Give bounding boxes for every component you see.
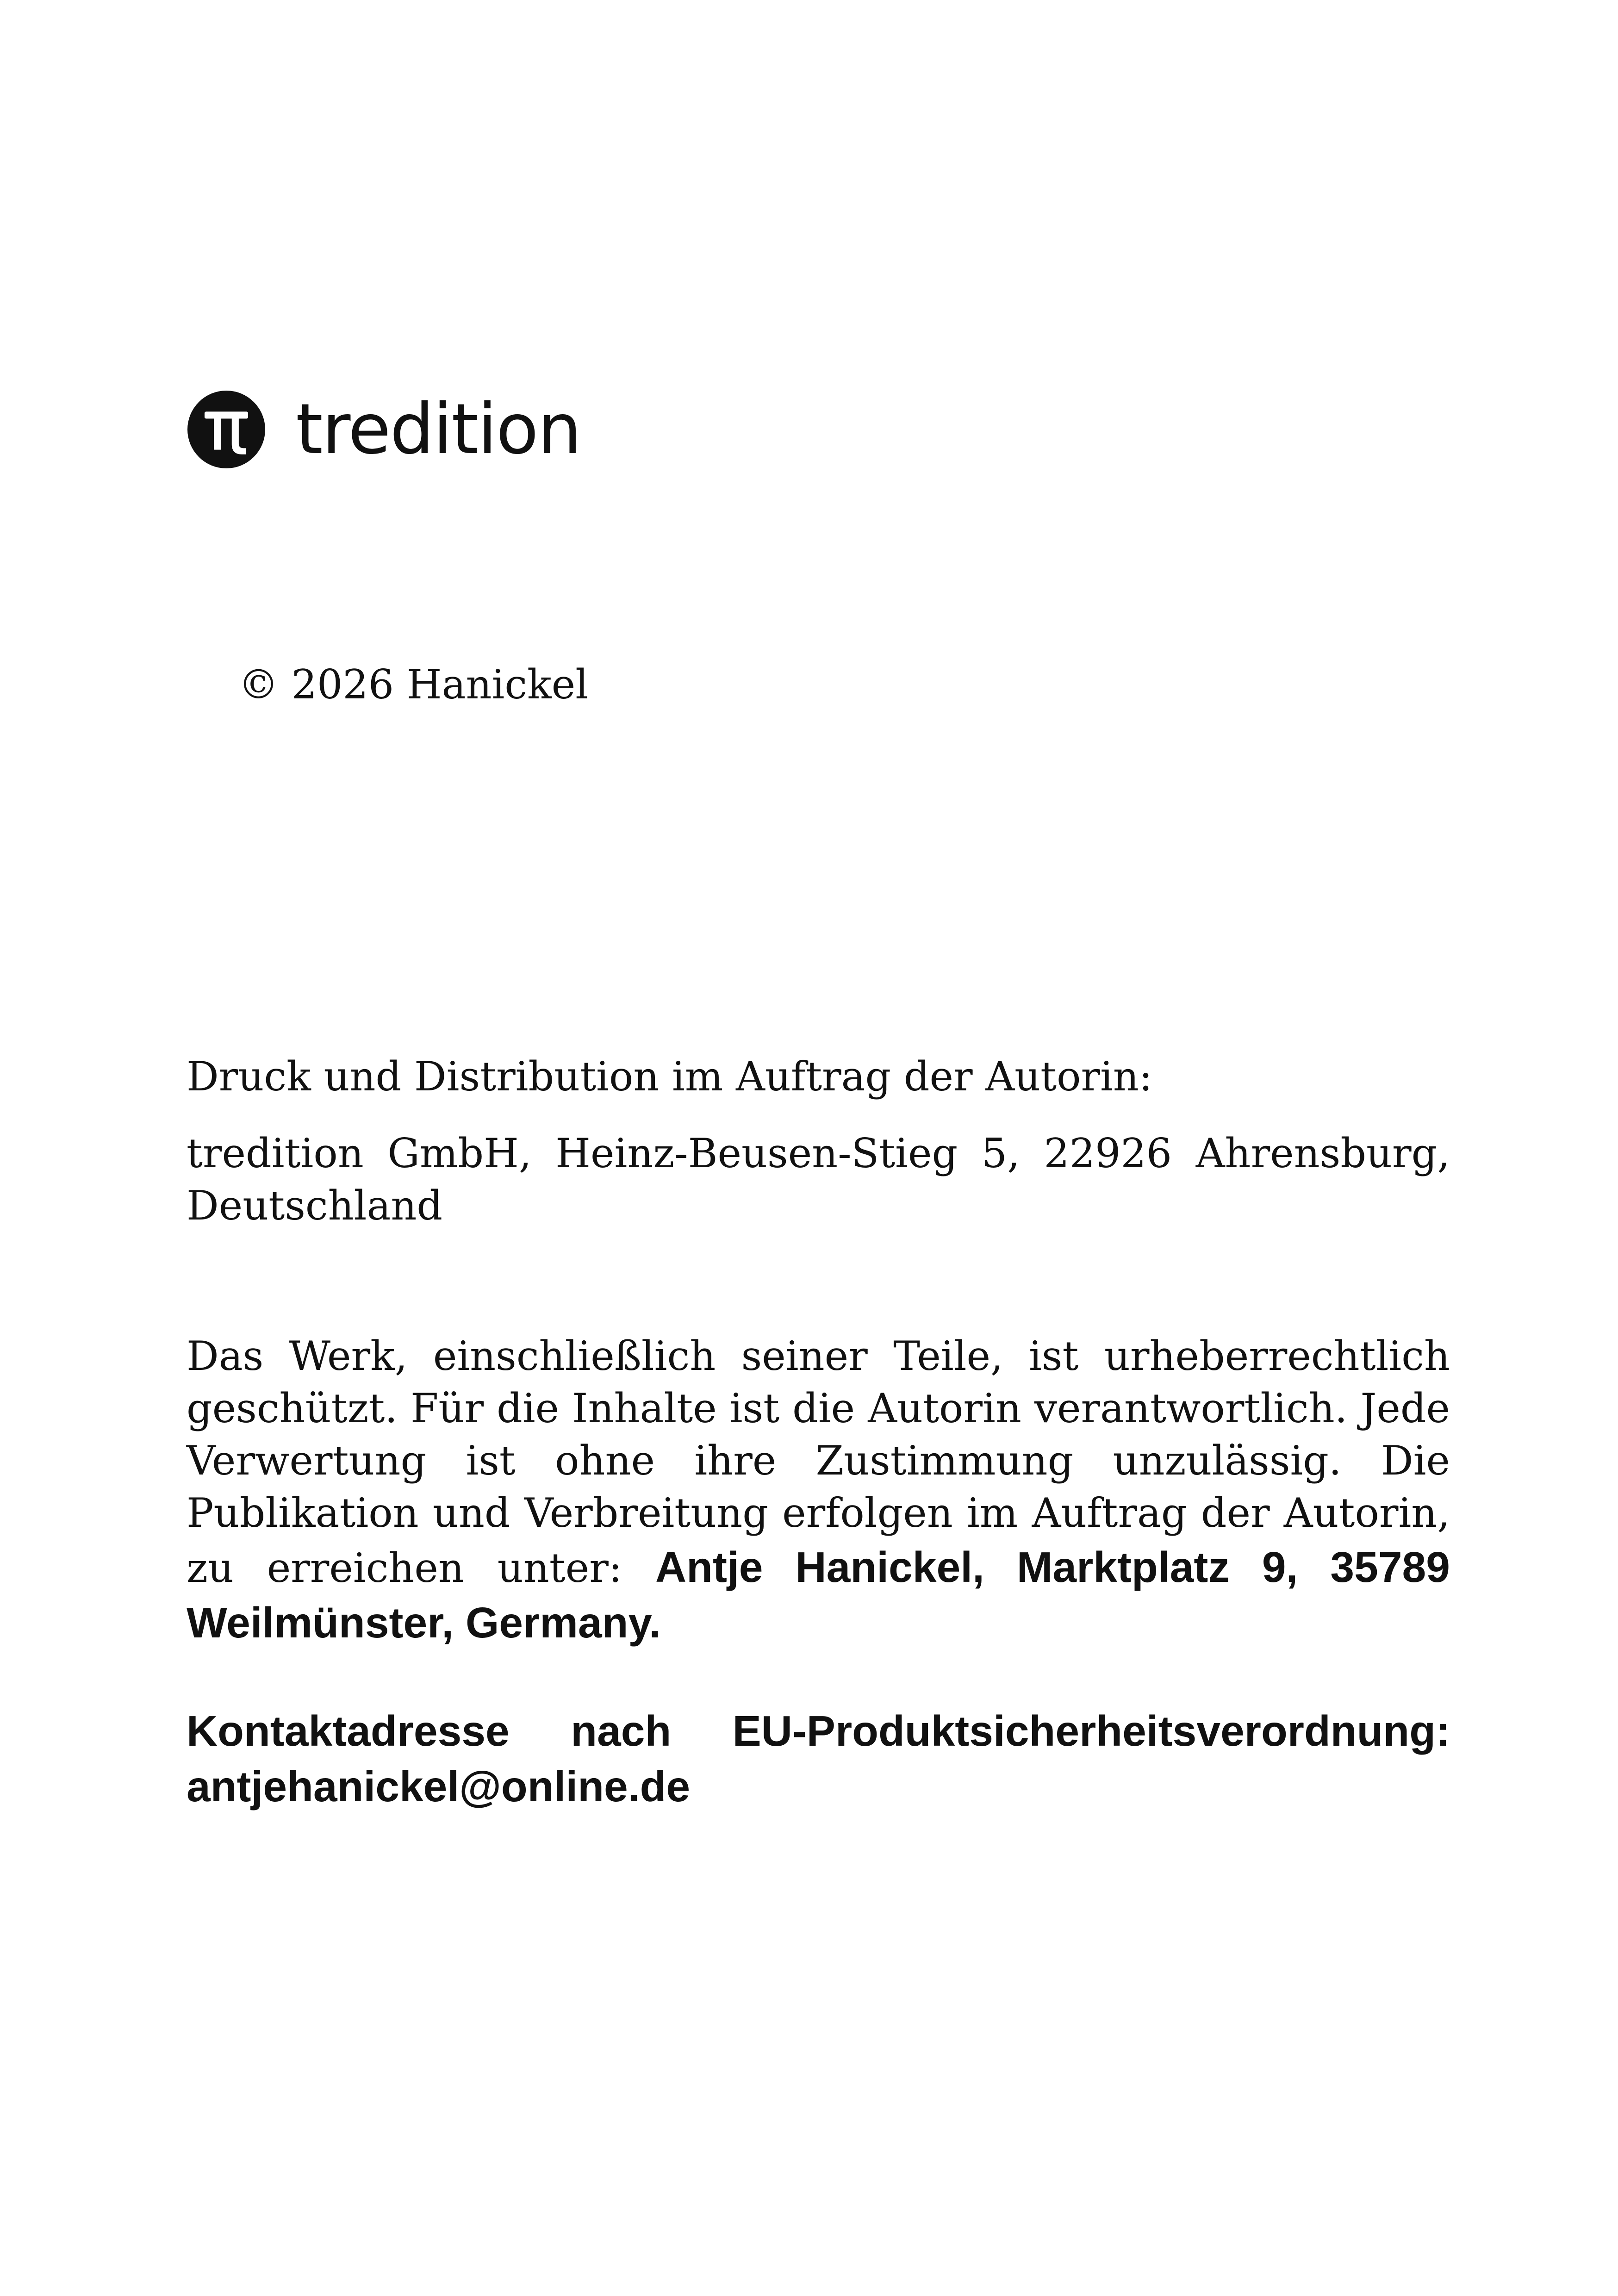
legal-notice-text: Das Werk, einschließlich seiner Teile, ist urheberrechtlich geschützt. Für die Inhalte ist die Autorin verantwortlich. Jede Verwertung ist ohne ihre Zustimmung unzulässig. Die Publikation und Verbreitung erfolgen im Auftrag der Autorin, zu erreichen unter: — [187, 1332, 1450, 1592]
contact-section — [187, 1703, 1450, 1814]
contact-email: antjehanickel@online.de — [187, 1762, 691, 1811]
legal-notice — [187, 1330, 1450, 1650]
author-address: Antje Hanickel, Marktplatz 9, 35789 Weilmünster, Germany. — [187, 1543, 1450, 1647]
tredition-logo-icon — [187, 391, 265, 468]
logo-wordmark: tredition — [296, 389, 581, 470]
contact-label: Kontaktadresse nach EU-Produktsicherheitsverordnung: — [187, 1707, 1450, 1755]
printer-address: tredition GmbH, Heinz-Beusen-Stieg 5, 22926 Ahrensburg, Deutschland — [187, 1130, 1450, 1229]
publisher-logo — [187, 390, 581, 469]
copyright-notice: © 2026 Hanickel — [238, 661, 589, 708]
print-distribution-label: Druck und Distribution im Auftrag der Autorin: — [187, 1053, 1153, 1100]
